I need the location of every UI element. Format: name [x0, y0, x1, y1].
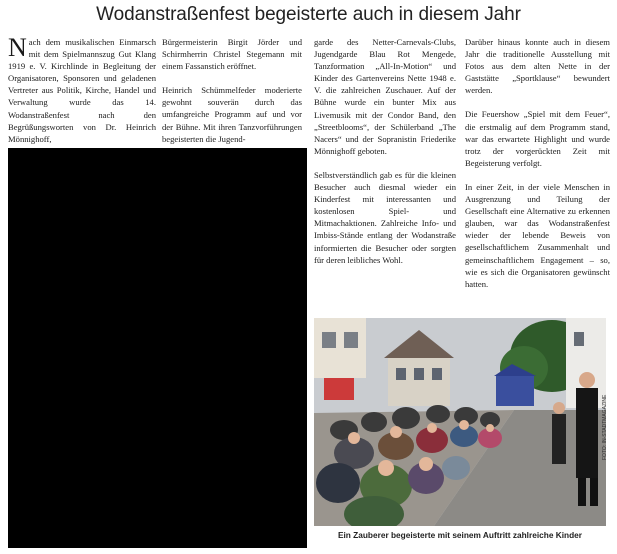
photo-credit: FOTO: IN-STADTMAGAZINE	[602, 394, 608, 460]
text-column-3	[314, 36, 456, 278]
paragraph	[8, 33, 156, 145]
paragraph: Heinrich Schümmelfeder moderierte gewohnt souverän durch das umfangreiche Programm auf und vor der Bühne. Mit ihren Tanzvorführungen begeisterten die Jugend-	[162, 85, 302, 144]
paragraph-text: ach dem musikalischen Einmarsch mit dem Spielmannszug Gut Klang 1919 e. V. Kirchlinde in Begleitung der Organisatoren, Sponsoren und geladenen Vertreter aus Politik, Kirche, Handel und Verwaltung wurde das 14. Wodanstraßenfest nach den Begrüßungsworten von Dr. Heinrich Mönnighoff,	[8, 37, 156, 144]
text-column-4	[465, 36, 610, 302]
article-headline: Wodanstraßenfest begeisterte auch in diesem Jahr	[96, 4, 521, 25]
paragraph: Bürgermeisterin Birgit Jörder und Schirmherrin Christel Stegemann mit einem Fassanstich eröffnet.	[162, 37, 302, 72]
paragraph: garde des Netter-Carnevals-Clubs, Jugendgarde Blau Rot Mengede, Tanzformation „All-In-Motion“ und Kinder des Gartenvereins Nette 1948 e. V. die zahlreichen Zuschauer. Auf der Bühne wurde ein bunter Mix aus Livemusik mit der Condor Band, den „Streetblooms“, der Schülerband „The Nacers“ und der Sopranistin Friederike Mönnighoff geboten.	[314, 37, 456, 156]
redaction-block	[8, 148, 307, 548]
photo-illustration	[314, 318, 606, 526]
text-column-1	[8, 33, 156, 157]
text-column-2	[162, 36, 302, 157]
drop-cap: N	[8, 33, 27, 62]
paragraph: Die Feuershow „Spiel mit dem Feuer“, die erstmalig auf dem Programm stand, war das erwartete Highlight und wurde trotz der vorgerückten Zeit mit Begeisterung verfolgt.	[465, 109, 610, 168]
photo-caption: Ein Zauberer begeisterte mit seinem Auftritt zahlreiche Kinder	[337, 530, 583, 540]
event-photo	[314, 318, 606, 526]
paragraph: Selbstverständlich gab es für die kleinen Besucher auch diesmal wieder ein Kinderfest mit interessanten und kostenlosen Spiel- und Mitmachaktionen. Zahlreiche Info- und Imbiss-Stände entlang der Wodanstraße informierten die Besucher oder sorgten für deren leibliches Wohl.	[314, 169, 456, 265]
paragraph: Darüber hinaus konnte auch in diesem Jahr die traditionelle Ausstellung mit Fotos aus dem alten Nette in der Gaststätte „Sportklause“ bewundert werden.	[465, 37, 610, 96]
paragraph: In einer Zeit, in der viele Menschen in Ausgrenzung und Teilung der Gesellschaft eine Alternative zu erkennen glauben, war das Wodanstraßenfest wieder der lebende Beweis von gesellschaftlichem Zusammenhalt und gemeinschaftlichem Engagement – so, wie es sich die Organisatoren gewünscht hatten.	[465, 181, 610, 289]
